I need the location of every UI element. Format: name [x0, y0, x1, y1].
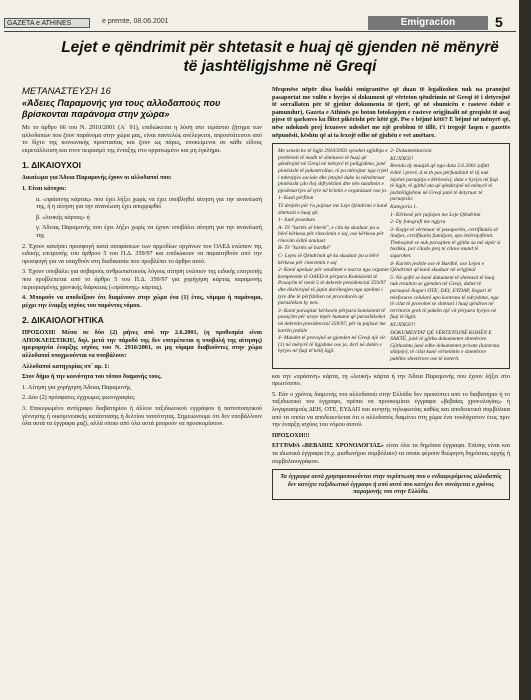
- greek-item-5: 5. Εάν ο χρόνος διαμονής του αλλοδαπού στην Ελλάδα δεν προκύπτει από το διαβατήριο ή το ταξιδιωτικό του έγγραφο, πρέπει να προσκομίσει έγγραφα «βεβαίας χρονολογίας» ή λογαριασμούς ΔΕΗ, ΟΤΕ, ΕΥΔΑΠ και κινητής τηλεφωνίας καθώς και αποδεικτικά συμβόλαια από τα οποία να αποδεικνύεται ότι ο αλλοδαπός διαμένει στη χώρα ένα τουλάχιστον έτος πριν την έναρξη ισχύος του νόμου αυτού.: [272, 390, 510, 429]
- translation-right-paragraph-1: 2- Dokumentacioni: [390, 148, 432, 155]
- section-heading-documents: 2. ΔΙΚΑΙΟΛΟΓΗΤΙΚΑ: [22, 315, 104, 326]
- attention-label: ΠΡΟΣΟΧΗ!!!: [272, 431, 310, 439]
- albanian-intro: Meqenëse nëpër disa bashki emigrantëve që duan të legalizohen nuk ua pranojnë pasaportat me vulën e hyrjes si dokument që vërteton qëndrimin në Greqi të i detyrojnë të sorrallaten për të gjetiur dokumenta të tjerë, që në shumicën e rasteve është e pamundur), Gazeta e Athinës po boton fotokopjen e rasteve origjinalit në greqisht të asaj pjese të qarkores ku flitet pikërisht për këtë gjë. Pse e bëjmë këtë? E bëjmë në mënyrë që, nëse ndokush prej lexuesve ndeshet me një problem të tillë, t'i tregojë faqen e gazetës nëpunësit, kështu që ai ta lexojë edhe në gjuhën e vet amëtare.: [272, 86, 510, 139]
- page-binding: [519, 0, 531, 700]
- translation-left-paragraph-7: C- Lejes së Qëndrimit që ka skaduar pa u bërë kërkesa për rinovimin e saj: [278, 253, 379, 266]
- translation-left-paragraph-1: Me sensin ko të ligjit 2910/2002 synohet zgjidhja e problemit të madh të shtetasve të huaj që qëndrojnë në Greqi në mënyrë të paligjshme, janë plotësisht të pakontrollue, të pa mbrojtur nga rrjeti i mbrojtjes sociale dhe jetojnë duke iu nënshtruar plotësisht çdo lloj shfrytëzimi dhe nën tundimin e pjesëmarrjes së tyre në krimin e organizuar ose jo.: [278, 148, 389, 194]
- beneficiary-item-2: 2. Έχουν ασκήσει προσφυγή κατά αποφάσεων των αρμοδίων οργάνων του ΟΑΕΔ ενώπιον της ειδικής επιτροπής του άρθρου 5 του Π.Δ. 359/97 και επιδιώκουν να παραιτηθούν από την προσφυγή για να υπαχθούν στη διαδικασία που προβλέπει το άρθρο αυτό.: [22, 242, 262, 265]
- page-header: [0, 0, 519, 30]
- certified-documents-text: είναι όλα τα δημόσια έγγραφα. Επίσης είναι και τα ιδιωτικά έγγραφα (π.χ. μισθωτήριο συμβόλαιο) τα οποία φέρουν θεώρηση δημόσιας αρχής ή συμβολαιογράφου.: [272, 442, 510, 465]
- greek-subtitle: «Άδειες Παραμονής για τους αλλοδαπούς που βρίσκονται παράνομα στην χώρα»: [22, 98, 221, 119]
- translation-right-paragraph-3: Brenda dy muajsh që nga data 2.6.2001 (afati është i prerë, d.m.th pas përfundimit të tij nuk lejohet paraqitja e kërkesës), data e hyrjes në fuqi të ligjit, të gjithë ata që qëndrojnë në mënyrë të jashtëligjshme në Greqi janë të detyruar të paraqesin:: [390, 163, 499, 203]
- beneficiary-item-3: 3. Έχουν υποβάλει για σοβαρούς ανθρωπιστικούς λόγους αίτηση ενώπιον της ειδικής επιτροπής που προβλέπεται από το άρθρο 5 του Π.Δ. 359/97 για χορήγηση κάρτας παραμονής περιορισμένης χρονικής διάρκειας («πράσινης» κάρτας).: [22, 268, 262, 291]
- issue-date: e premte, 08.06.2001: [102, 18, 169, 25]
- section-label: Emigracion: [368, 16, 488, 30]
- translation-left-paragraph-10: 4- Mundet të provojnë se gjenden në Greqi një vit (1) në mënyrë të ligjshme ose jo, deri në datën e hyrjes në fuqi të këtij ligji.: [278, 335, 385, 355]
- translation-left-paragraph-5: A- Të "kartës së blertë", e cila ka skaduar pa u bërë kërkesa për rinovimin e saj, ose kërkesa për rinovim është anuluar: [278, 224, 384, 244]
- translation-right-paragraph-6: 2- Dy fotografi me ngjyra: [390, 219, 446, 226]
- beneficiary-item-1b: β. «λευκής κάρτας» ή: [36, 213, 90, 221]
- translation-box-right: [390, 148, 501, 363]
- certified-documents-note: [272, 442, 510, 465]
- translation-right-paragraph-4: Kategoria 1.: [390, 203, 418, 210]
- final-note-box: Τα έγγραφα αυτά χρησιμοποιούνται στην περίπτωση που ο ενδιαφερόμενος αλλοδαπός δεν κατέχει ταξιδιωτικό έγγραφο ή από αυτό που κατέχει δεν συνάγεται ο χρόνος παραμονής του στην Ελλάδα.: [272, 469, 510, 500]
- beneficiary-item-1a: α. «πράσινης κάρτας» που έχει λήξει χωρίς να έχει υποβληθεί αίτηση για την ανανέωσή της, ή η αίτηση για την ανανέωση έχει απορριφθεί: [36, 195, 262, 211]
- masthead-logo: GAZETA e ATHINES: [4, 18, 90, 28]
- beneficiary-item-4: 4. Μπορούν να αποδείξουν ότι διαμένουν στην χώρα ένα (1) έτος, νόμιμα ή παράνομα, μέχρι την έναρξη ισχύος του παρόντος νόμου.: [22, 294, 262, 309]
- page-number: 5: [495, 14, 503, 30]
- greek-title: ΜΕΤΑΝΑΣΤΕΥΣΗ 16: [22, 86, 111, 97]
- documents-category-heading: Αλλοδαποί κατηγορίας υπ΄ αρ. 1:: [22, 362, 110, 370]
- translation-left-paragraph-2: 1- Kush përfiton: [278, 195, 314, 202]
- beneficiary-item-1c: γ. Άδειας Παραμονής που έχει λήξει χωρίς να έχουν υποβάλει αίτηση για την ανανέωσή της: [36, 224, 262, 239]
- left-column: [22, 86, 262, 431]
- documents-deadline-note: ΠΡΟΣΟΧΗ! Μέσα σε δύο (2) μήνες από την 2.6.2001, (η προθεσμία είναι ΑΠΟΚΛΕΙΣΤΙΚΗ!, δηλ. μετά την πάροδό της δεν επιτρέπεται η υποβολή της αίτησης) ημερομηνία έναρξης ισχύος του Ν. 2910/2001, οι μη νόμιμα διαβιούντες στην χώρα αλλοδαποί υποχρεούνται να υποβάλουν:: [22, 329, 262, 360]
- translation-right-paragraph-7: 3- Kopje të vërtetuar të pasaportës, certifikatës së lindjes, certifikatës familjare, apo letërnjoftimit. Theksojmë se nuk paraqiten të gjitha sa më sipër si bashku, por cilado prej të cilave mund të sigurohet.: [390, 226, 501, 260]
- documents-category-subheading: Στον δήμο ή την κοινότητα του τόπου διαμονής τους.: [22, 373, 162, 381]
- section-heading-beneficiaries: 1. ΔΙΚΑΙΟΥΧΟΙ: [22, 160, 81, 171]
- translation-left-paragraph-6: B- Të "kartës së bardhë": [278, 245, 332, 252]
- header-rule: [4, 31, 516, 32]
- translation-right-paragraph-8: 4- Kartën jeshile ose të Bardhë, ose Lejen e Qëndrimit që kanë skaduar në origjinal: [390, 260, 485, 274]
- headline: Lejet e qëndrimit për shtetasit e huaj që gjenden në mënyrë të jashtëligjshme në Greqi: [61, 39, 499, 75]
- right-column: [272, 86, 510, 504]
- translation-left-paragraph-9: 3- Kanë paraqitur kërkesën përpara komisionit të posaçëm për arsye tepër humane që parashikohet në dekretin presidencial 359/97, për tu pajisur me kartën jeshile: [278, 307, 386, 334]
- translation-right-paragraph-5: 1- Kërkesë për pajisjen me Leje Qëndrimi: [390, 211, 481, 218]
- document-item-1: 1. Αίτηση για χορήγηση Άδειας Παραμονής: [22, 383, 131, 391]
- translation-left-paragraph-4: 1- Janë posedues: [278, 217, 316, 224]
- certified-documents-label: ΕΓΓΡΑΦΑ «ΒΕΒΑΙΗΣ ΧΡΟΝΟΛΟΓΙΑΣ»: [272, 442, 385, 450]
- beneficiaries-subheading: Δικαίωμα για Άδεια Παραμονής έχουν οι αλλοδαποί που:: [22, 174, 172, 182]
- translation-right-paragraph-10: KUJDES!!!: [390, 322, 416, 328]
- translation-right-paragraph-2: KUJDES!!: [390, 155, 414, 162]
- document-item-2: 2. Δύο (2) πρόσφατες έγχρωμες φωτογραφίες: [22, 394, 135, 402]
- translation-right-paragraph-11: DOKUMENTAT QË VËRTETOJNË KOHËN E SAKTË, janë të gjitha dokumentet shtetërore. Gjithashtu janë edhe dokumentet private (kontrata shitjeje), të cilat kanë vërtetimin e shtetërore publike shtetërore ose të noterit.: [390, 329, 500, 362]
- translation-box: [272, 143, 510, 368]
- greek-item-continuation: και την «πράσινη» κάρτα, τη «λευκή» κάρτα ή την Άδεια Παραμονής που έχουν λήξει στο πρωτότυπο.: [272, 372, 510, 388]
- translation-left-paragraph-8: 2- Kanë apeluar për vendimet e marra nga organet kompetente të OAED-it përpara Komisionit të Posaçëm të nenit 5 të dekretit presidencial 359/97 dhe dëshirojnë të japin dorëheqjen nga apelimi i tyre dhe të përfshihen në procedurën që parashikon ky nen.: [278, 267, 389, 307]
- document-item-3: 3. Επικυρωμένο αντίγραφο διαβατηρίου ή άλλου ταξιδιωτικού εγγράφου ή πιστοποιητικού γέννησης ή οικογενειακής κατάστασης ή δελτίου ταυτότητας. Σημειώνουμε ότι δεν υποβάλλουν όλα αυτά τα έγγραφα μαζί, αλλά οποιο από όλα αυτά μπορούν να προσκομίσουν.: [22, 405, 262, 428]
- translation-right-paragraph-9: 5- Në qoftë se kanë dokument të shtetasit të huaj nuk rezulton se gjenden në Greqi, duhet të paraqesë llogari OTE; DEI; EYDAP, llogari të telefonave celularë apo kontrata të ndryshme, nga të cilat të provohet se shtetasi i huaj qëndron në territorin grek të paktën një vit përpara hyrjes në fuqi të ligjit.: [390, 274, 499, 321]
- beneficiary-item-1: 1. Είναι κάτοχοι:: [22, 184, 67, 192]
- translation-left-paragraph-3: Të drejtën për t'u pajisur me Leje Qëndrimi e kanë shtetasit e huaj që:: [278, 202, 388, 216]
- greek-intro: Με το άρθρο 66 του Ν. 2910/2001 (Α΄ 91), επιδιώκεται η λύση στο τεράστιο ζήτημα των αλλοδαπών που ζουν παράνομα στην χώρα μας, είναι παντελώς ανέλεγκτοι, απροστάτευτοι από το δίχτυ της κοινωνικής προστασίας και ζουν ως πάρες, υποκείμενοι σε κάθε είδους εκμετάλλευση και στον πειρασμό της ένταξης στο οργανωμένο και μη έγκλημα.: [22, 124, 262, 154]
- translation-box-left: [278, 148, 389, 356]
